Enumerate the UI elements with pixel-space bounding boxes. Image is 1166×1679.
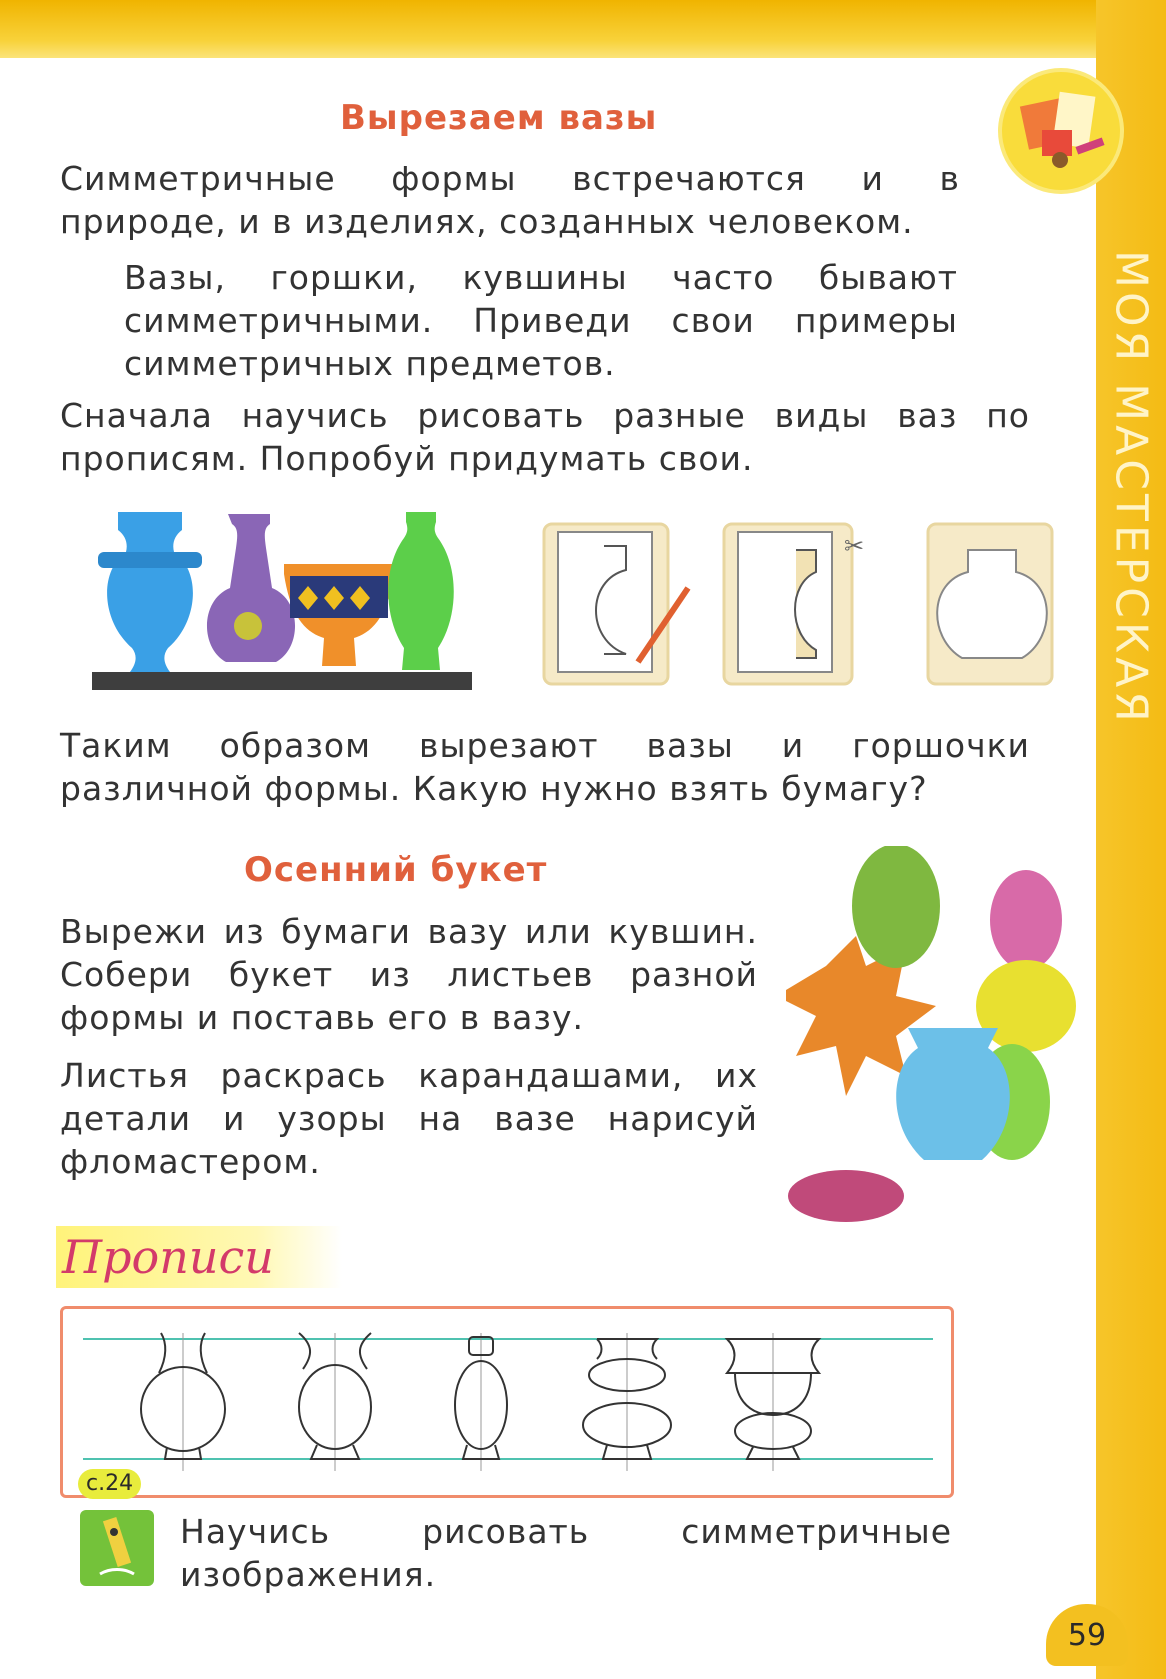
autumn-bouquet-illustration: [786, 846, 1096, 1226]
outline-vase-1: [141, 1333, 225, 1471]
vases-shelf-illustration: [88, 508, 478, 694]
paragraph-task-note: Научись рисовать симметричные изображения.: [180, 1512, 952, 1594]
page-number: 59: [1046, 1604, 1128, 1666]
page-reference-badge: с.24: [78, 1469, 141, 1499]
paragraph-vases-examples: Вазы, горшки, кувшины часто бывают симметричными. Приведи свои примеры симметричных предметов.: [124, 258, 958, 383]
orange-bowl-vase-icon: [284, 564, 394, 666]
oak-leaf-icon: [852, 846, 940, 968]
top-decor-band: [0, 0, 1166, 58]
blue-vase-icon: [98, 512, 202, 672]
vase-outlines-practice: [63, 1309, 951, 1495]
painted-vase-icon: [896, 1028, 1010, 1160]
paragraph-color-leaves: Листья раскрась карандашами, их детали и узоры на вазе нарисуй фломастером.: [60, 1056, 758, 1181]
scissors-icon: ✂: [844, 532, 865, 560]
step-2-cut: [724, 524, 864, 684]
purple-vase-icon: [207, 514, 295, 662]
pencil-task-icon: [80, 1510, 154, 1586]
step-1-draw-half: [544, 524, 688, 684]
pink-leaf-icon: [990, 870, 1062, 970]
section-title-vases: Вырезаем вазы: [340, 98, 658, 138]
paragraph-cut-vase: Вырежи из бумаги вазу или кувшин. Собери букет из листьев разной формы и поставь его в вазу.: [60, 912, 758, 1037]
section-label: МОЯ МАСТЕРСКАЯ: [1105, 250, 1157, 726]
green-vase-icon: [388, 512, 454, 670]
section-title-bouquet: Осенний букет: [244, 850, 548, 890]
purple-leaf-icon: [788, 1170, 904, 1222]
outline-vase-3: [455, 1333, 507, 1471]
paragraph-cut-method: Таким образом вырезают вазы и горшочки различной формы. Какую нужно взять бумагу?: [60, 726, 1030, 808]
propisi-title: Прописи: [56, 1226, 342, 1288]
outline-vase-4: [583, 1333, 671, 1471]
cutting-steps-illustration: [542, 520, 1062, 690]
step-3-result: [928, 524, 1052, 684]
paragraph-learn-draw: Сначала научись рисовать разные виды ваз по прописям. Попробуй придумать свои.: [60, 396, 1030, 478]
shelf: [92, 672, 472, 690]
outline-vase-5: [727, 1333, 819, 1471]
paragraph-symmetry: Симметричные формы встречаются и в природе, и в изделиях, созданных человеком.: [60, 159, 960, 241]
propisi-practice-box: [60, 1306, 954, 1498]
outline-vase-2: [299, 1333, 371, 1471]
workshop-badge-icon: [1002, 72, 1120, 190]
